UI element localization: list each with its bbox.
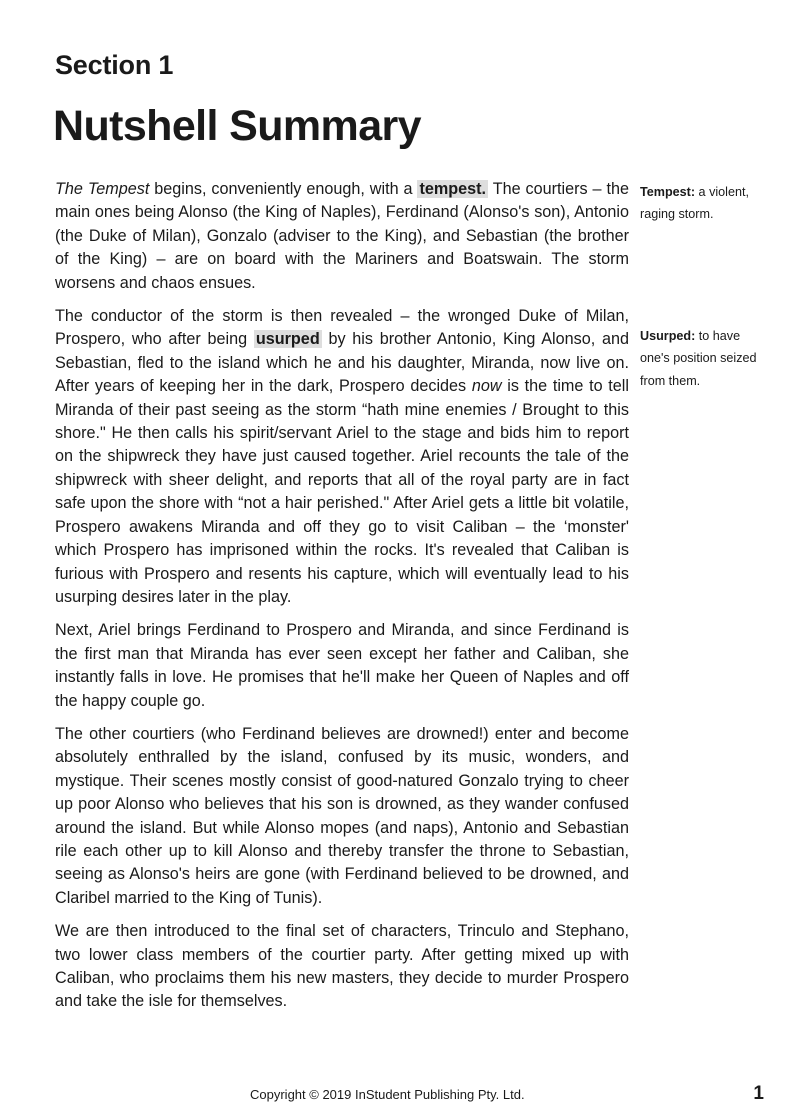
glossary-term-usurped: usurped [255,330,320,349]
body-text [55,178,629,1024]
paragraph-3: Next, Ariel brings Ferdinand to Prospero and Miranda, and since Ferdinand is the first man that Miranda has ever seen except her father and Caliban, she instantly falls in love. He promises that he'll make her Queen of Naples and off the happy couple go. [55,621,629,710]
paragraph-4: The other courtiers (who Ferdinand believes are drowned!) enter and become absolutely enthralled by the island, confused by its music, wonders, and mystique. Their scenes mostly consist of good-natured Gonzalo trying to cheer up poor Alonso who believes that his son is drowned, as they wander confused around the island. But while Alonso mopes (and naps), Antonio and Sebastian rile each other up to kill Alonso and thereby transfer the throne to Sebastian, seeing as Alonso's heirs are gone (with Ferdinand believed to be drowned, and Claribel married to the King of Tunis). [55,724,629,907]
copyright-notice: Copyright © 2019 InStudent Publishing Pty. Ltd. [250,1087,525,1102]
paragraph-1: The Tempest begins, conveniently enough, with a tempest. The courtiers – the main ones being Alonso (the King of Naples), Ferdinand (Alonso's son), Antonio (the Duke of Milan), Gonzalo (adviser to the King), and Sebastian (the brother of the King) – are on board with the Mariners and Boatswain. The storm worsens and chaos ensues. [55,180,629,292]
emphasis-now: now [471,377,502,396]
play-title: The Tempest [55,180,150,198]
page-title: Nutshell Summary [53,102,421,150]
section-label: Section 1 [55,50,174,80]
glossary-term-tempest: tempest. [419,180,487,198]
paragraph-5: We are then introduced to the final set of characters, Trinculo and Stephano, two lower class members of the courtier party. After getting mixed up with Caliban, who proclaims them his new masters, they decide to murder Prospero and take the isle for themselves. [55,922,629,1011]
paragraph-2: The conductor of the storm is then revealed – the wronged Duke of Milan, Prospero, who after being usurped by his brother Antonio, King Alonso, and Sebastian, fled to the island which he and his daughter, Miranda, now live on. After years of keeping her in the dark, Prospero decides now is the time to tell Miranda of their past seeing as the storm “hath mine enemies / Brought to this shore." He then calls his spirit/servant Ariel to the stage and bids him to report on the shipwreck they have just caused together. Ariel recounts the tale of the shipwreck with sheer delight, and reports that all of the royal party are in fact safe upon the shore with “not a hair perished." After Ariel gets a little bit volatile, Prospero awakens Miranda and off they go to visit Caliban – the ‘monster' which Prospero has imprisoned within the rocks. It's revealed that Caliban is furious with Prospero and resents his capture, which will eventually lead to his usurping desires later in the play. [55,307,629,606]
sidenote-usurped: Usurped: to have one's position seized from them. [640,329,757,388]
page-number: 1 [753,1083,764,1104]
sidenote-tempest: Tempest: a violent, raging storm. [640,185,749,222]
